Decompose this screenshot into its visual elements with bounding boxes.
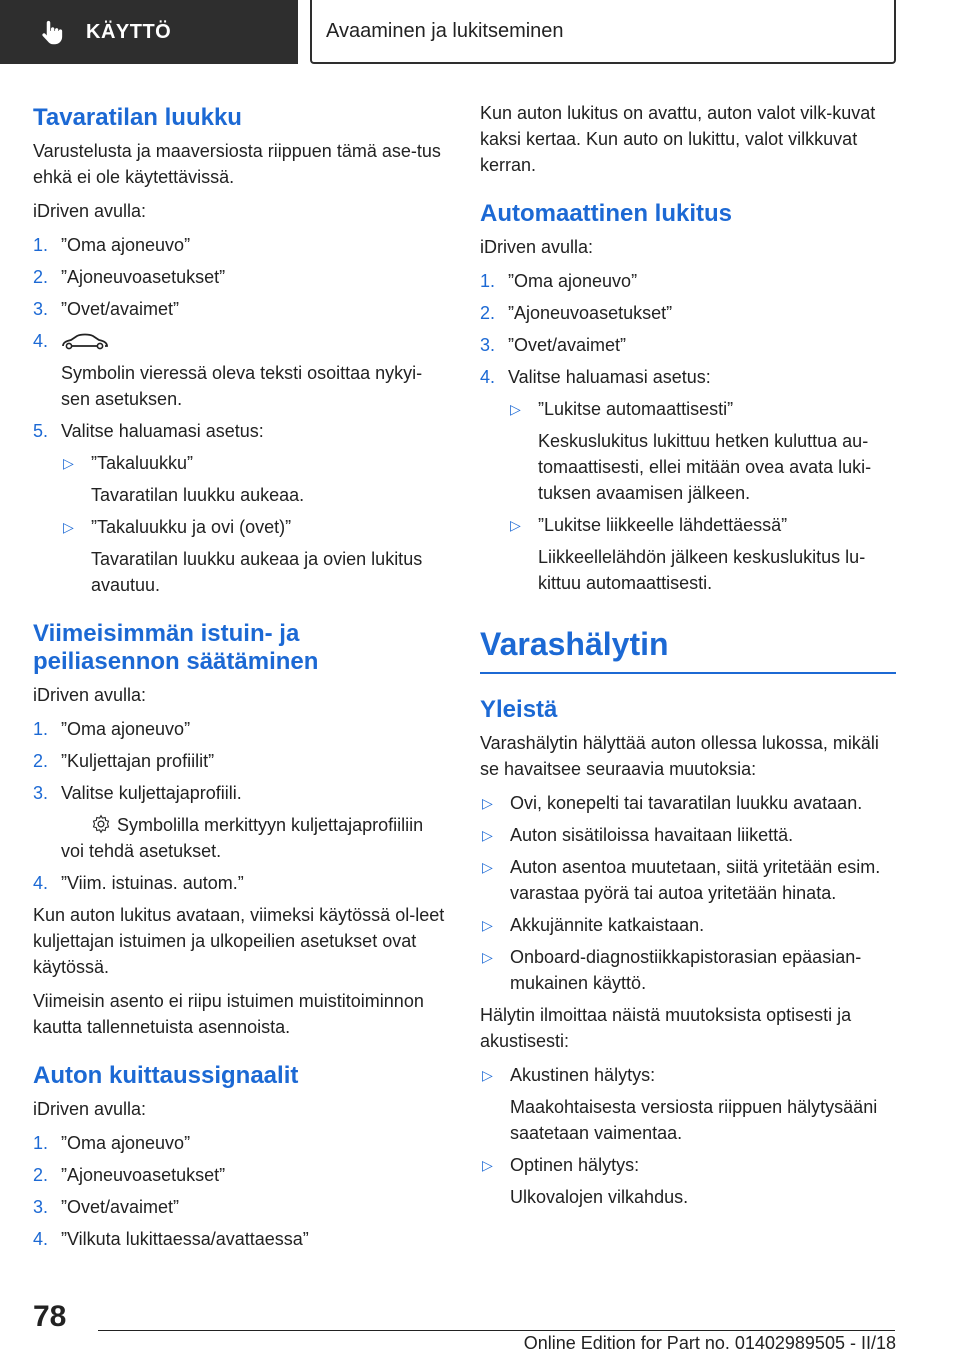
list-item: 5. Valitse haluamasi asetus: bbox=[33, 421, 264, 441]
footer-edition: Online Edition for Part no. 01402989505 - II/18 bbox=[523, 1333, 896, 1353]
triangle-bullet-icon: ▷ bbox=[510, 401, 521, 417]
list-item: ▷ Onboard-diagnostiikkapistorasian epäasian-mukainen käyttö. bbox=[480, 944, 896, 996]
list-item: 1. ”Oma ajoneuvo” bbox=[33, 235, 191, 255]
footer-divider bbox=[98, 1330, 895, 1331]
list-item: ▷ ”Lukitse liikkeelle lähdettäessä” bbox=[480, 512, 896, 538]
list-item: 1. ”Oma ajoneuvo” bbox=[33, 719, 191, 739]
autolock-idrive: iDriven avulla: bbox=[480, 237, 594, 257]
triangle-bullet-icon: ▷ bbox=[482, 917, 493, 933]
seat-para2: Viimeisin asento ei riipu istuimen muistitoiminnon kautta tallennetuista asennoista. bbox=[33, 991, 424, 1037]
signals-continued: Kun auton lukitus on avattu, auton valot vilk-kuvat kaksi kertaa. Kun auto on lukittu, valot vilkkuvat kerran. bbox=[480, 103, 876, 175]
list-item: ▷ Ovi, konepelti tai tavaratilan luukku avataan. bbox=[480, 790, 896, 816]
triangle-bullet-icon: ▷ bbox=[482, 1157, 493, 1173]
list-item: 4. Valitse haluamasi asetus: bbox=[480, 367, 711, 387]
list-item: 2. ”Ajoneuvoasetukset” bbox=[33, 1165, 226, 1185]
triangle-bullet-icon: ▷ bbox=[482, 795, 493, 811]
tailgate-idrive: iDriven avulla: bbox=[33, 201, 147, 221]
list-item: 2. ”Ajoneuvoasetukset” bbox=[33, 267, 226, 287]
seat-idrive: iDriven avulla: bbox=[33, 685, 147, 705]
signals-idrive: iDriven avulla: bbox=[33, 1099, 147, 1119]
list-item: 4. ”Vilkuta lukittaessa/avattaessa” bbox=[33, 1229, 309, 1249]
alarm-type-desc: Maakohtaisesta versiosta riippuen hälytysääni saatetaan vaimentaa. bbox=[510, 1097, 878, 1143]
alarm-notify: Hälytin ilmoittaa näistä muutoksista optisesti ja akustisesti: bbox=[480, 1005, 852, 1051]
list-item: ▷ ”Lukitse automaattisesti” bbox=[480, 396, 896, 422]
list-item: ▷ Auton sisätiloissa havaitaan liikettä. bbox=[480, 822, 896, 848]
triangle-bullet-icon: ▷ bbox=[63, 519, 74, 535]
list-item: ▷ Optinen hälytys: bbox=[480, 1152, 896, 1178]
list-item: ▷ Auton asentoa muutetaan, siitä yritetään esim. varastaa pyörä tai autoa yritetään hinata. bbox=[480, 854, 896, 906]
gear-icon bbox=[91, 814, 111, 834]
alarm-type-desc: Ulkovalojen vilkahdus. bbox=[510, 1187, 689, 1207]
section-tab bbox=[0, 0, 298, 64]
section-label: KÄYTTÖ bbox=[86, 20, 172, 43]
heading-general: Yleistä bbox=[480, 696, 558, 723]
list-item: 3. ”Ovet/avaimet” bbox=[480, 335, 627, 355]
tailgate-intro: Varustelusta ja maaversiosta riippuen tämä ase-tus ehkä ei ole käytettävissä. bbox=[33, 141, 441, 187]
list-item: 3. ”Ovet/avaimet” bbox=[33, 299, 180, 319]
triangle-bullet-icon: ▷ bbox=[63, 455, 74, 471]
list-item: ▷ ”Takaluukku” bbox=[33, 450, 451, 476]
hand-pointer-icon bbox=[38, 18, 66, 46]
list-item: 3. ”Ovet/avaimet” bbox=[33, 1197, 180, 1217]
list-item: ▷ Akkujännite katkaistaan. bbox=[480, 912, 896, 938]
heading-autolock: Automaattinen lukitus bbox=[480, 200, 733, 227]
page-number: 78 bbox=[33, 1300, 67, 1333]
chapter-label: Avaaminen ja lukitseminen bbox=[326, 19, 564, 42]
list-item: 1. ”Oma ajoneuvo” bbox=[480, 271, 638, 291]
step4-note: Symbolin vieressä oleva teksti osoittaa nykyi-sen asetuksen. bbox=[61, 363, 423, 409]
car-icon bbox=[61, 332, 109, 352]
left-column bbox=[33, 100, 451, 1258]
list-item: 3. Valitse kuljettajaprofiili. bbox=[33, 783, 242, 803]
list-item: 4. bbox=[33, 328, 451, 354]
heading-alarm: Varashälytin bbox=[480, 624, 896, 674]
triangle-bullet-icon: ▷ bbox=[510, 517, 521, 533]
triangle-bullet-icon: ▷ bbox=[482, 1067, 493, 1083]
list-item: ▷ Akustinen hälytys: bbox=[480, 1062, 896, 1088]
list-item: 2. ”Kuljettajan profiilit” bbox=[33, 751, 215, 771]
heading-signals: Auton kuittaussignaalit bbox=[33, 1062, 299, 1089]
option-desc: Tavaratilan luukku aukeaa ja ovien lukitus avautuu. bbox=[91, 549, 423, 595]
list-item: 4. ”Viim. istuinas. autom.” bbox=[33, 873, 244, 893]
list-item: ▷ ”Takaluukku ja ovi (ovet)” bbox=[33, 514, 451, 540]
triangle-bullet-icon: ▷ bbox=[482, 827, 493, 843]
list-item: 2. ”Ajoneuvoasetukset” bbox=[480, 303, 673, 323]
heading-tailgate: Tavaratilan luukku bbox=[33, 104, 242, 131]
seat-para1: Kun auton lukitus avataan, viimeksi käytössä ol-leet kuljettajan istuimen ja ulkopeilien asetukset ovat käytössä. bbox=[33, 905, 445, 977]
triangle-bullet-icon: ▷ bbox=[482, 949, 493, 965]
option-desc: Tavaratilan luukku aukeaa. bbox=[91, 485, 305, 505]
triangle-bullet-icon: ▷ bbox=[482, 859, 493, 875]
right-column bbox=[480, 100, 896, 1216]
heading-seat: Viimeisimmän istuin- ja peiliasennon säätäminen bbox=[33, 620, 319, 675]
option-desc: Keskuslukitus lukittuu hetken kuluttua au-tomaattisesti, ellei mitään ovea avata luki-tuksen avaamisen jälkeen. bbox=[538, 431, 872, 503]
list-item: 1. ”Oma ajoneuvo” bbox=[33, 1133, 191, 1153]
option-desc: Liikkeellelähdön jälkeen keskuslukitus lu-kittuu automaattisesti. bbox=[538, 547, 866, 593]
alarm-intro: Varashälytin hälyttää auton ollessa lukossa, mikäli se havaitsee seuraavia muutoksia: bbox=[480, 733, 879, 779]
gear-note: Symbolilla merkittyyn kuljettajaprofiiliin voi tehdä asetukset. bbox=[61, 815, 424, 861]
chapter-tab bbox=[310, 0, 896, 64]
